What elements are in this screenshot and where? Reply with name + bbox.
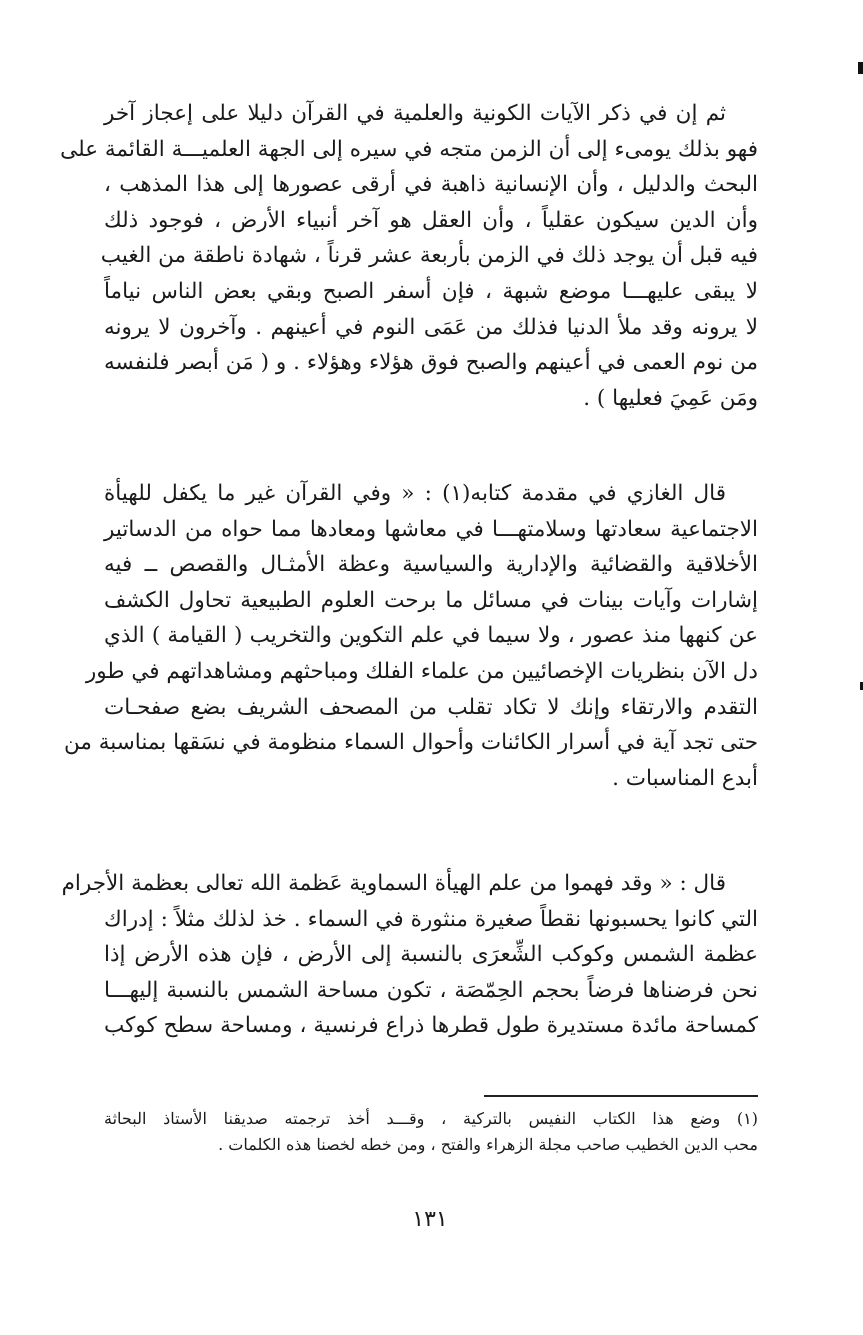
text-line: البحث والدليل ، وأن الإنسانية ذاهبة في أرقى عصورها إلى هذا المذهب ، — [104, 172, 758, 198]
paragraph-1 — [60, 96, 758, 416]
text-line: نحن فرضناها فرضاً بحجم الحِمّصَة ، تكون مساحة الشمس بالنسبة إليهـــا — [104, 977, 758, 1003]
text-line: فهو بذلك يومىء إلى أن الزمن متجه في سيره إلى الجهة العلميـــة القائمة على — [60, 136, 758, 162]
footnote-line: محب الدين الخطيب صاحب مجلة الزهراء والفتح ، ومن خطه لخصنا هذه الكلمات . — [218, 1135, 758, 1154]
text-line: قال الغازي في مقدمة كتابه(١) : « وفي القرآن غير ما يكفل للهيأة — [104, 481, 726, 506]
footnote-line: (١) وضع هذا الكتاب النفيس بالتركية ، وقـــد أخذ ترجمته صديقنا الأستاذ البحاثة — [104, 1109, 758, 1128]
text-line: وأن الدين سيكون عقلياً ، وأن العقل هو آخر أنبياء الأرض ، فوجود ذلك — [104, 207, 758, 233]
text-line: عظمة الشمس وكوكب الشِّعرَى بالنسبة إلى الأرض ، فإن هذه الأرض إذا — [104, 942, 758, 968]
text-line: لا يبقى عليهـــا موضع شبهة ، فإن أسفر الصبح وبقي بعض الناس نياماً — [104, 278, 758, 304]
paragraph-2 — [64, 476, 758, 796]
footnote-divider — [484, 1095, 758, 1097]
text-line: من نوم العمى في أعينهم والصبح فوق هؤلاء وهؤلاء . و ( مَن أبصر فلنفسه — [104, 350, 758, 376]
text-line: عن كنهها منذ عصور ، ولا سيما في علم التكوين والتخريب ( القيامة ) الذي — [104, 623, 758, 649]
text-line: قال : « وقد فهموا من علم الهيأة السماوية عَظمة الله تعالى بعظمة الأجرام — [61, 871, 726, 896]
text-line: الاجتماعية سعادتها وسلامتهـــا في معاشها ومعادها مما حواه من الدساتير — [104, 516, 758, 542]
paragraph-3 — [61, 866, 758, 1044]
text-line: التي كانوا يحسبونها نقطاً صغيرة منثورة في السماء . خذ لذلك مثلاً : إدراك — [104, 906, 758, 932]
text-line: فيه قبل أن يوجد ذلك في الزمن بأربعة عشر قرناً ، شهادة ناطقة من الغيب — [100, 243, 758, 269]
scan-edge-mark — [858, 62, 863, 74]
text-line: حتى تجد آية في أسرار الكائنات وأحوال السماء منظومة في نسَقها بمناسبة من — [64, 730, 758, 756]
text-line: ثم إن في ذكر الآيات الكونية والعلمية في القرآن دليلا على إعجاز آخر — [104, 101, 726, 126]
text-line: أبدع المناسبات . — [612, 765, 758, 791]
page-number: ١٣١ — [412, 1207, 448, 1232]
footnote — [104, 1106, 758, 1158]
text-line: دل الآن بنظريات الإخصائيين من علماء الفلك ومباحثهم ومشاهداتهم في طور — [85, 658, 758, 684]
text-line: ومَن عَمِيَ فعليها ) . — [583, 385, 758, 411]
text-line: الأخلاقية والقضائية والإدارية والسياسية وعظة الأمثـال والقصص ــ فيه — [104, 552, 758, 578]
text-line: التقدم والارتقاء وإنك لا تكاد تقلب من المصحف الشريف بضع صفحـات — [104, 694, 758, 720]
text-line: كمساحة مائدة مستديرة طول قطرها ذراع فرنسية ، ومساحة سطح كوكب — [104, 1013, 758, 1039]
text-line: لا يرونه وقد ملأ الدنيا فذلك من عَمَى النوم في أعينهم . وآخرون لا يرونه — [104, 314, 758, 340]
text-line: إشارات وآيات بينات في مسائل ما برحت العلوم الطبيعية تحاول الكشف — [104, 587, 758, 613]
